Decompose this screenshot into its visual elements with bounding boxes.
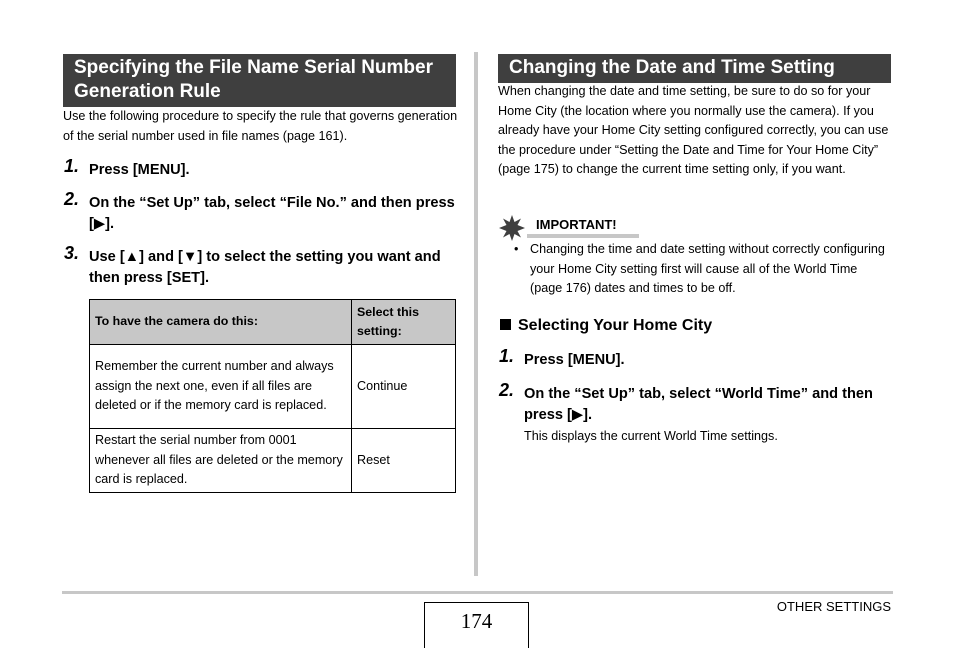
footer-rule [62,591,893,594]
subheading-text: Selecting Your Home City [518,317,713,334]
step-text: Press [MENU]. [89,162,190,178]
important-bullet [514,240,892,299]
bullet-text: Changing the time and date setting without correctly configuring your Home City setting first will cause all of the World Time (page 176) dates and times to be off. [530,242,885,295]
important-label: IMPORTANT! [536,217,617,232]
table-header-row [90,300,456,345]
left-section-heading: Specifying the File Name Serial Number Generation Rule [63,54,456,107]
left-step-2 [64,189,457,235]
step-text: Use [▲] and [▼] to select the setting you want and then press [SET]. [89,249,441,286]
step-number: 1. [499,346,515,366]
table-row [90,429,456,493]
bullet-dot-icon: • [514,242,519,256]
table-cell-action: Remember the current number and always assign the next one, even if all files are deleted or if the memory card is replaced. [90,345,352,429]
table-header-setting: Select this setting: [352,300,456,345]
right-step-2 [499,380,892,426]
step-text: On the “Set Up” tab, select “File No.” and then press [▶]. [89,195,455,232]
table-cell-setting: Continue [352,345,456,429]
section-name: OTHER SETTINGS [776,599,891,614]
step-number: 2. [64,189,80,209]
step-number: 1. [64,156,80,176]
page-number: 174 [424,602,529,648]
square-bullet-icon [500,319,511,330]
left-intro-text: Use the following procedure to specify the rule that governs generation of the serial number used in file names (page 161). [63,109,458,143]
table-header-action: To have the camera do this: [90,300,352,345]
important-underline [527,234,639,238]
step-text: Press [MENU]. [524,352,625,368]
step-number: 3. [64,243,80,263]
starburst-icon [499,215,525,241]
table-row [90,345,456,429]
table-cell-setting: Reset [352,429,456,493]
column-divider [474,52,478,576]
right-step-1 [499,346,892,371]
left-step-1 [64,156,457,181]
step-note: This displays the current World Time settings. [524,429,778,443]
left-step-3 [64,243,457,289]
step-number: 2. [499,380,515,400]
step-text: On the “Set Up” tab, select “World Time” and then press [▶]. [524,386,873,423]
serial-number-rule-table [89,299,456,493]
right-section-heading: Changing the Date and Time Setting [498,54,891,83]
table-cell-action: Restart the serial number from 0001 whenever all files are deleted or the memory card is replaced. [90,429,352,493]
subheading [500,317,712,335]
right-intro-text: When changing the date and time setting, be sure to do so for your Home City (the location where you normally use the camera). If you already have your Home City setting configured correctly, you can use the procedure under “Setting the Date and Time for Your Home City” (page 175) to change the current time setting only, if you want. [498,84,889,176]
